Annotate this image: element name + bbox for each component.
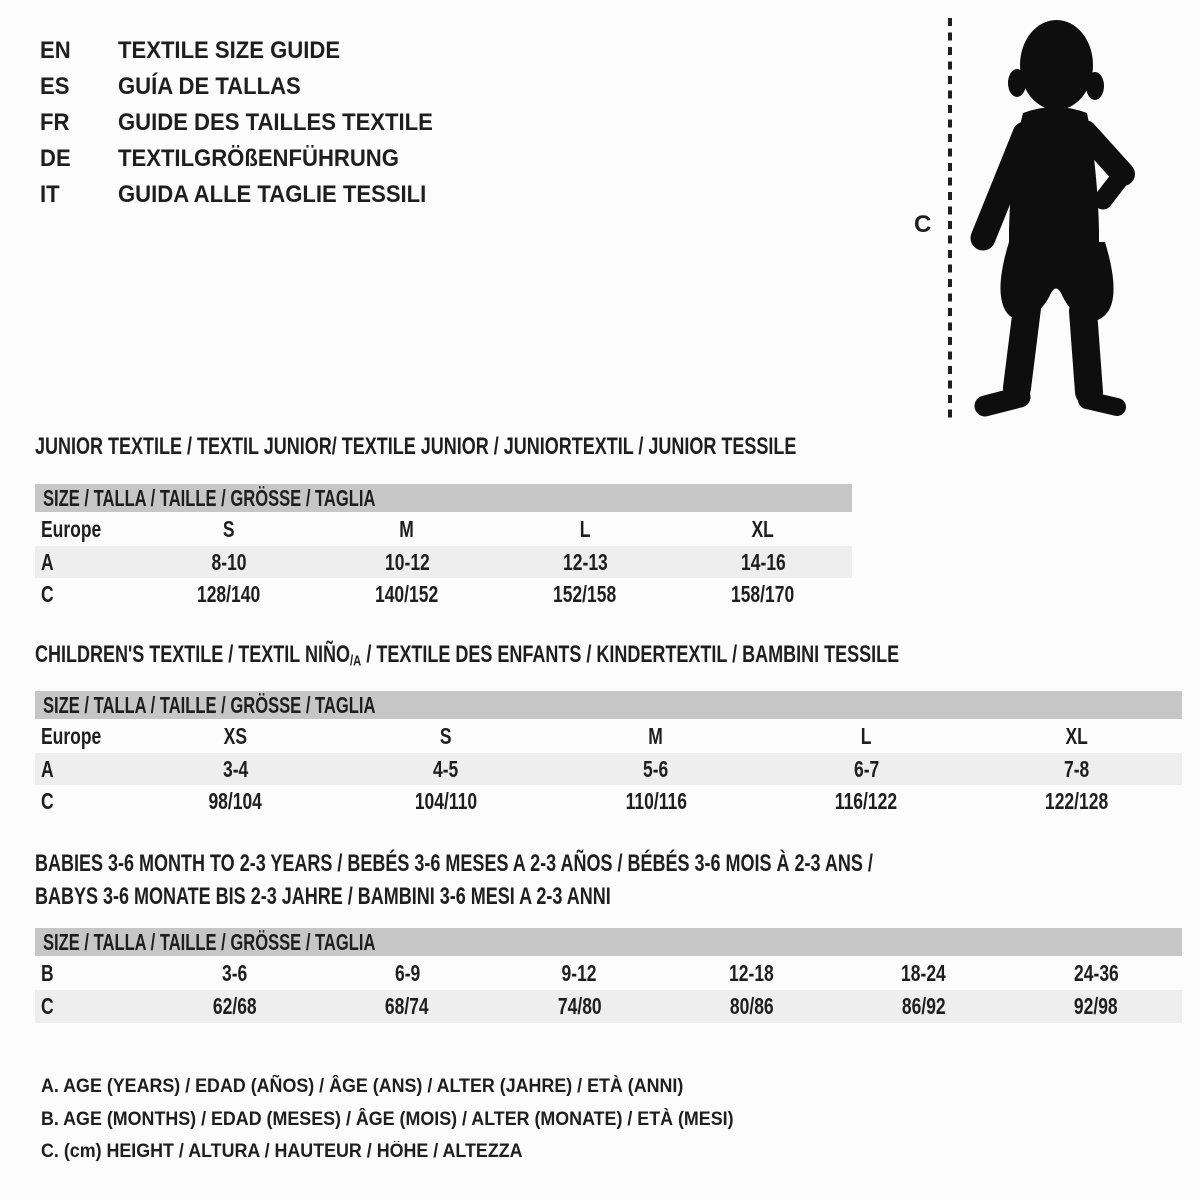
row-label: C xyxy=(41,993,54,1019)
value-cell: 98/104 xyxy=(208,787,262,814)
value-cell: 18-24 xyxy=(901,959,947,986)
size-cell: XL xyxy=(1065,722,1088,749)
title-subscript: /A xyxy=(349,653,362,670)
value-cell: 92/98 xyxy=(1074,993,1118,1019)
size-cell: S xyxy=(439,722,452,749)
value-cell: 140/152 xyxy=(375,580,439,607)
language-list xyxy=(40,33,460,213)
size-cell: M xyxy=(648,722,664,749)
value-cell: 68/74 xyxy=(385,993,430,1019)
value-cell: 5-6 xyxy=(643,755,669,782)
row-label: C xyxy=(41,787,54,814)
value-cell: 4-5 xyxy=(432,755,459,782)
lang-code: ES xyxy=(40,73,70,100)
legend-line-c: C. (cm) HEIGHT / ALTURA / HAUTEUR / HÖHE / ALTEZZA xyxy=(41,1141,523,1162)
value-cell: 122/128 xyxy=(1045,787,1109,814)
children-size-header: SIZE / TALLA / TAILLE / GRÖSSE / TAGLIA xyxy=(35,691,1182,719)
row-label: B xyxy=(41,959,54,986)
children-table xyxy=(35,691,1182,817)
value-cell: 104/110 xyxy=(414,787,477,814)
lang-label: GUIDA ALLE TAGLIE TESSILI xyxy=(118,181,427,208)
baby-silhouette xyxy=(983,20,1123,407)
value-cell: 10-12 xyxy=(384,548,430,575)
row-label: A xyxy=(41,755,54,782)
value-cell: 7-8 xyxy=(1064,755,1090,782)
lang-label: GUIDE DES TAILLES TEXTILE xyxy=(118,109,433,136)
children-row-c xyxy=(35,785,1182,817)
value-cell: 116/122 xyxy=(835,787,898,814)
figure-height-label: C xyxy=(914,211,932,238)
lang-row-it xyxy=(40,177,460,213)
value-cell: 152/158 xyxy=(553,580,617,607)
legend-line-b: B. AGE (MONTHS) / EDAD (MESES) / ÂGE (MOIS) / ALTER (MONATE) / ETÀ (MESI) xyxy=(41,1108,734,1130)
value-cell: 24-36 xyxy=(1073,959,1119,986)
value-cell: 128/140 xyxy=(197,580,261,607)
size-cell: L xyxy=(579,515,591,542)
size-cell: M xyxy=(399,515,415,542)
value-cell: 158/170 xyxy=(731,580,795,607)
babies-table xyxy=(35,928,1182,1023)
region-label: Europe xyxy=(41,515,102,542)
children-sizes-row xyxy=(35,719,1182,753)
size-cell: L xyxy=(861,722,872,749)
junior-row-a xyxy=(35,546,852,578)
row-label: C xyxy=(41,580,54,607)
lang-label: TEXTILGRÖßENFÜHRUNG xyxy=(118,145,399,172)
legend-line-a: A. AGE (YEARS) / EDAD (AÑOS) / ÂGE (ANS) / ALTER (JAHRE) / ETÀ (ANNI) xyxy=(41,1076,684,1097)
region-label: Europe xyxy=(41,722,102,749)
baby-figure xyxy=(905,10,1145,430)
babies-row-c xyxy=(35,990,1182,1023)
lang-row-es xyxy=(40,69,460,105)
value-cell: 110/116 xyxy=(625,787,687,814)
lang-code: IT xyxy=(40,181,60,208)
row-label: A xyxy=(41,548,54,575)
value-cell: 9-12 xyxy=(561,959,597,986)
size-cell: XS xyxy=(223,722,247,749)
legend xyxy=(41,1071,778,1169)
size-cell: S xyxy=(223,515,235,542)
lang-row-en xyxy=(40,33,460,69)
value-cell: 12-13 xyxy=(562,548,608,575)
babies-size-header: SIZE / TALLA / TAILLE / GRÖSSE / TAGLIA xyxy=(35,928,1182,956)
value-cell: 14-16 xyxy=(740,548,786,575)
babies-row-b xyxy=(35,956,1182,990)
junior-size-header: SIZE / TALLA / TAILLE / GRÖSSE / TAGLIA xyxy=(35,484,852,512)
children-row-a xyxy=(35,753,1182,785)
junior-row-c xyxy=(35,578,852,610)
value-cell: 8-10 xyxy=(211,548,247,575)
lang-row-fr xyxy=(40,105,460,141)
value-cell: 3-4 xyxy=(222,755,248,782)
value-cell: 86/92 xyxy=(901,993,946,1019)
value-cell: 6-9 xyxy=(394,959,420,986)
lang-code: EN xyxy=(40,37,71,64)
value-cell: 80/86 xyxy=(729,993,774,1019)
value-cell: 74/80 xyxy=(557,993,602,1019)
junior-section-title: JUNIOR TEXTILE / TEXTIL JUNIOR/ TEXTILE JUNIOR / JUNIORTEXTIL / JUNIOR TESSILE xyxy=(35,433,797,460)
babies-section-title: BABIES 3-6 MONTH TO 2-3 YEARS / BEBÉS 3-6 MESES A 2-3 AÑOS / BÉBÉS 3-6 MOIS À 2-3 ANS / BABYS 3-6 MONATE BIS 2-3 JAHRE / BAMBINI 3-6 MESI A 2-3 ANNI xyxy=(35,850,873,910)
lang-code: DE xyxy=(40,145,71,172)
lang-row-de xyxy=(40,141,460,177)
lang-code: FR xyxy=(40,109,70,136)
value-cell: 12-18 xyxy=(729,959,774,986)
lang-label: GUÍA DE TALLAS xyxy=(118,73,301,100)
children-section-title: CHILDREN'S TEXTILE / TEXTIL NIÑO/A / TEXTILE DES ENFANTS / KINDERTEXTIL / BAMBINI TESSILE xyxy=(35,641,900,670)
value-cell: 6-7 xyxy=(853,755,880,782)
lang-label: TEXTILE SIZE GUIDE xyxy=(118,37,341,64)
value-cell: 62/68 xyxy=(213,993,257,1019)
value-cell: 3-6 xyxy=(222,959,248,986)
size-cell: XL xyxy=(751,515,775,542)
junior-table xyxy=(35,484,852,610)
junior-sizes-row xyxy=(35,512,852,546)
